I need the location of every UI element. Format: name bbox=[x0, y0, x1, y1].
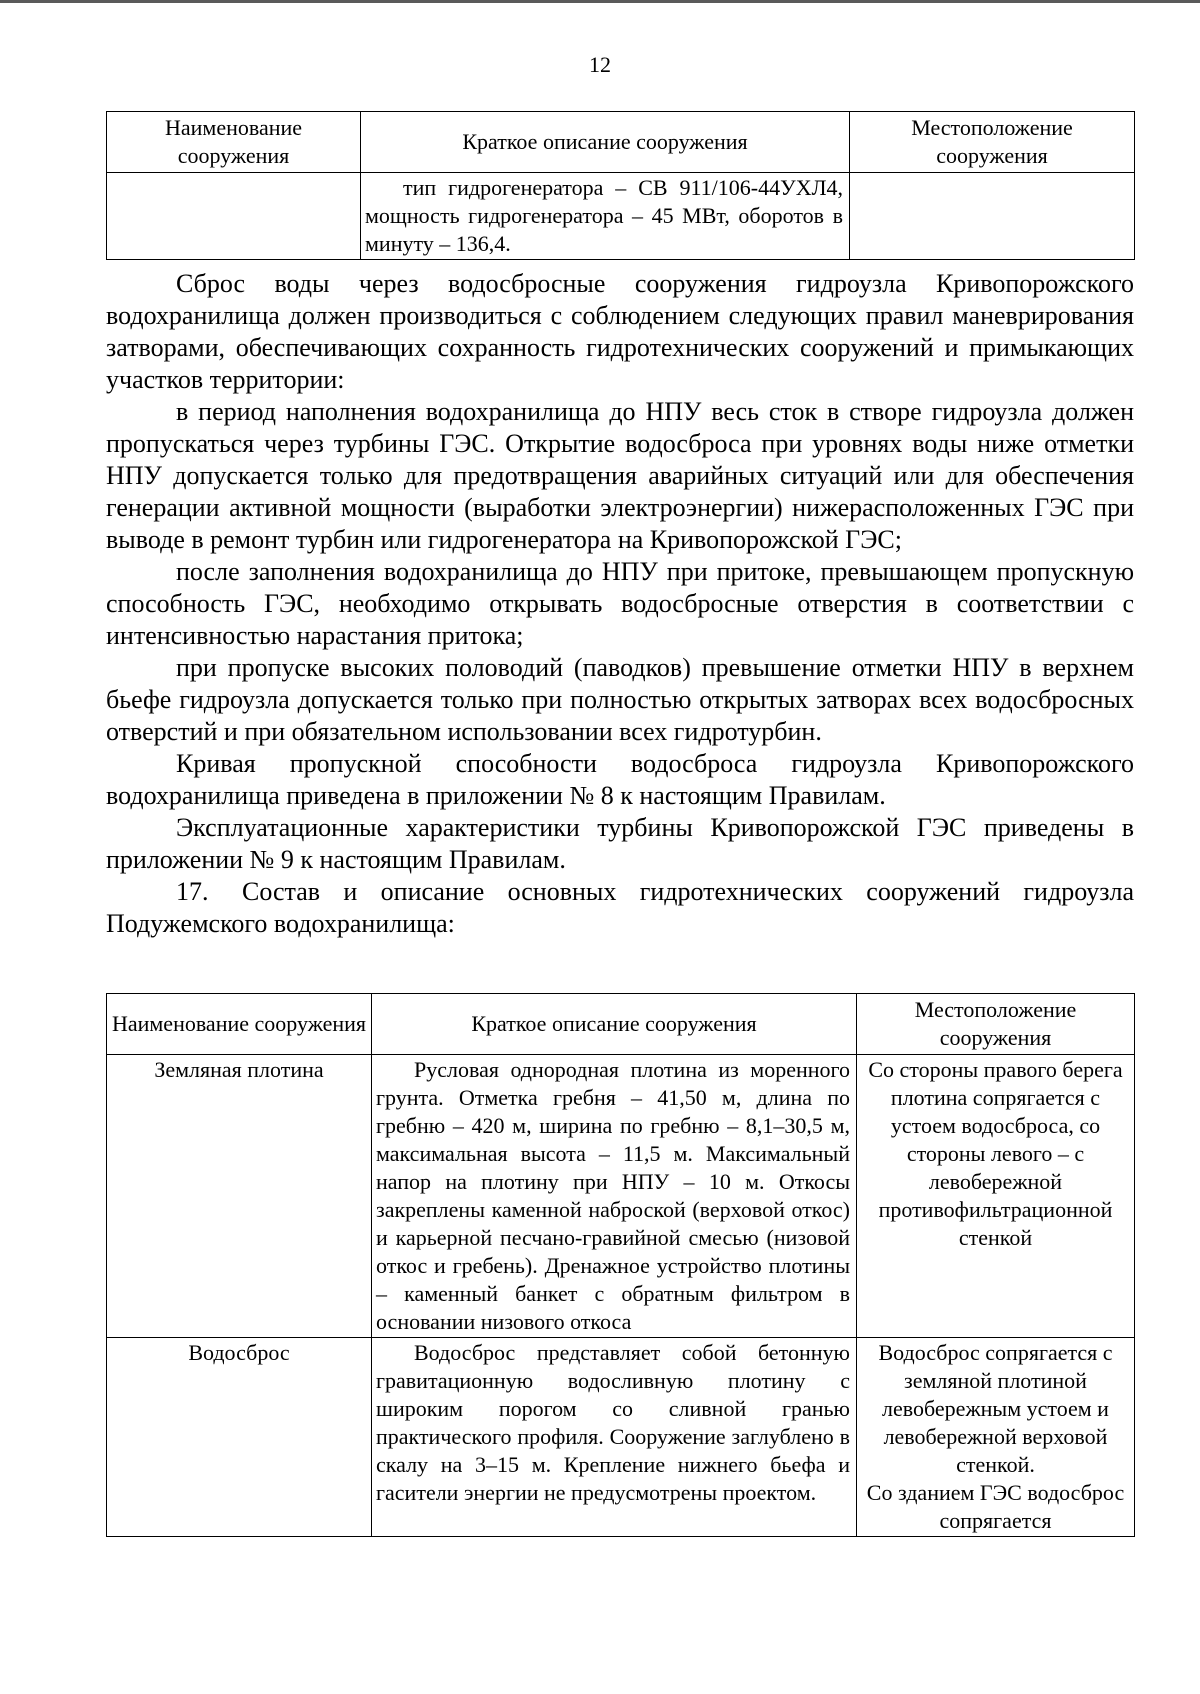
header-location: Местоположение сооружения bbox=[857, 994, 1135, 1055]
body-text bbox=[106, 268, 1134, 940]
cell-description bbox=[372, 1338, 857, 1537]
header-name: Наименование сооружения bbox=[107, 112, 361, 173]
structures-table-continued bbox=[106, 111, 1135, 260]
cell-location-text-2: Со зданием ГЭС водосброс сопрягается bbox=[866, 1480, 1125, 1533]
paragraph: в период наполнения водохранилища до НПУ весь сток в створе гидроузла должен пропускаться через турбины ГЭС. Открытие водосброса при уровнях воды ниже отметки НПУ допускается только для предотвращения аварийных ситуаций или для обеспечения генерации активной мощности (выработки электроэнергии) нижерасположенных ГЭС при выводе в ремонт турбин или гидрогенератора на Кривопорожской ГЭС; bbox=[106, 397, 1134, 554]
paragraph: при пропуске высоких половодий (паводков) превышение отметки НПУ в верхнем бьефе гидроузла допускается только при полностью открытых затворах всех водосбросных отверстий и при обязательном использовании всех гидротурбин. bbox=[106, 653, 1134, 746]
cell-description bbox=[372, 1055, 857, 1338]
cell-name: Земляная плотина bbox=[107, 1055, 372, 1338]
scan-edge bbox=[0, 0, 1200, 3]
paragraph: Сброс воды через водосбросные сооружения гидроузла Кривопорожского водохранилища должен производиться с соблюдением следующих правил маневрирования затворами, обеспечивающих сохранность гидротехнических сооружений и примыкающих участков территории: bbox=[106, 269, 1134, 394]
table-row bbox=[107, 1055, 1135, 1338]
table-header-row bbox=[107, 994, 1135, 1055]
cell-location: Со стороны правого берега плотина сопрягается с устоем водосброса, со стороны левого – с левобережной противофильтрационной стенкой bbox=[857, 1055, 1135, 1338]
cell-description-text: Русловая однородная плотина из моренного грунта. Отметка гребня – 41,50 м, длина по гребню – 420 м, ширина по гребню – 8,1–30,5 м, максимальная высота – 11,5 м. Максимальный напор на плотину при НПУ – 10 м. Откосы закреплены каменной наброской (верховой откос) и карьерной песчано-гравийной смесью (низовой откос и гребень). Дренажное устройство плотины – каменный банкет с обратным фильтром в основании низового откоса bbox=[376, 1057, 850, 1334]
cell-description-text: Водосброс представляет собой бетонную гравитационную водосливную плотину с широким порогом со сливной гранью практического профиля. Сооружение заглублено в скалу на 3–15 м. Крепление нижнего бьефа и гасители энергии не предусмотрены проектом. bbox=[376, 1340, 850, 1505]
table-row bbox=[107, 173, 1135, 260]
paragraph: после заполнения водохранилища до НПУ при притоке, превышающем пропускную способность ГЭС, необходимо открывать водосбросные отверстия в соответствии с интенсивностью нарастания притока; bbox=[106, 557, 1134, 650]
cell-name bbox=[107, 173, 361, 260]
cell-name: Водосброс bbox=[107, 1338, 372, 1537]
header-description: Краткое описание сооружения bbox=[361, 112, 850, 173]
cell-description bbox=[361, 173, 850, 260]
structures-table bbox=[106, 993, 1135, 1537]
item-number: 17. bbox=[176, 877, 209, 906]
paragraph: Эксплуатационные характеристики турбины Кривопорожской ГЭС приведены в приложении № 9 к настоящим Правилам. bbox=[106, 813, 1134, 874]
header-description: Краткое описание сооружения bbox=[372, 994, 857, 1055]
header-location: Местоположение сооружения bbox=[850, 112, 1135, 173]
table-row bbox=[107, 1338, 1135, 1537]
cell-description-text: тип гидрогенератора – СВ 911/106-44УХЛ4, мощность гидрогенератора – 45 МВт, оборотов в минуту – 136,4. bbox=[365, 175, 843, 256]
cell-location-text: Водосброс сопрягается с земляной плотиной левобережным устоем и левобережной верховой стенкой. bbox=[878, 1340, 1113, 1477]
item-17 bbox=[106, 876, 1134, 940]
cell-location bbox=[850, 173, 1135, 260]
page-number: 12 bbox=[589, 52, 611, 77]
header-name: Наименование сооружения bbox=[107, 994, 372, 1055]
table-header-row bbox=[107, 112, 1135, 173]
item-text: Состав и описание основных гидротехнических сооружений гидроузла Подужемского водохранилища: bbox=[106, 877, 1134, 938]
cell-location bbox=[857, 1338, 1135, 1537]
paragraph: Кривая пропускной способности водосброса гидроузла Кривопорожского водохранилища приведена в приложении № 8 к настоящим Правилам. bbox=[106, 749, 1134, 810]
